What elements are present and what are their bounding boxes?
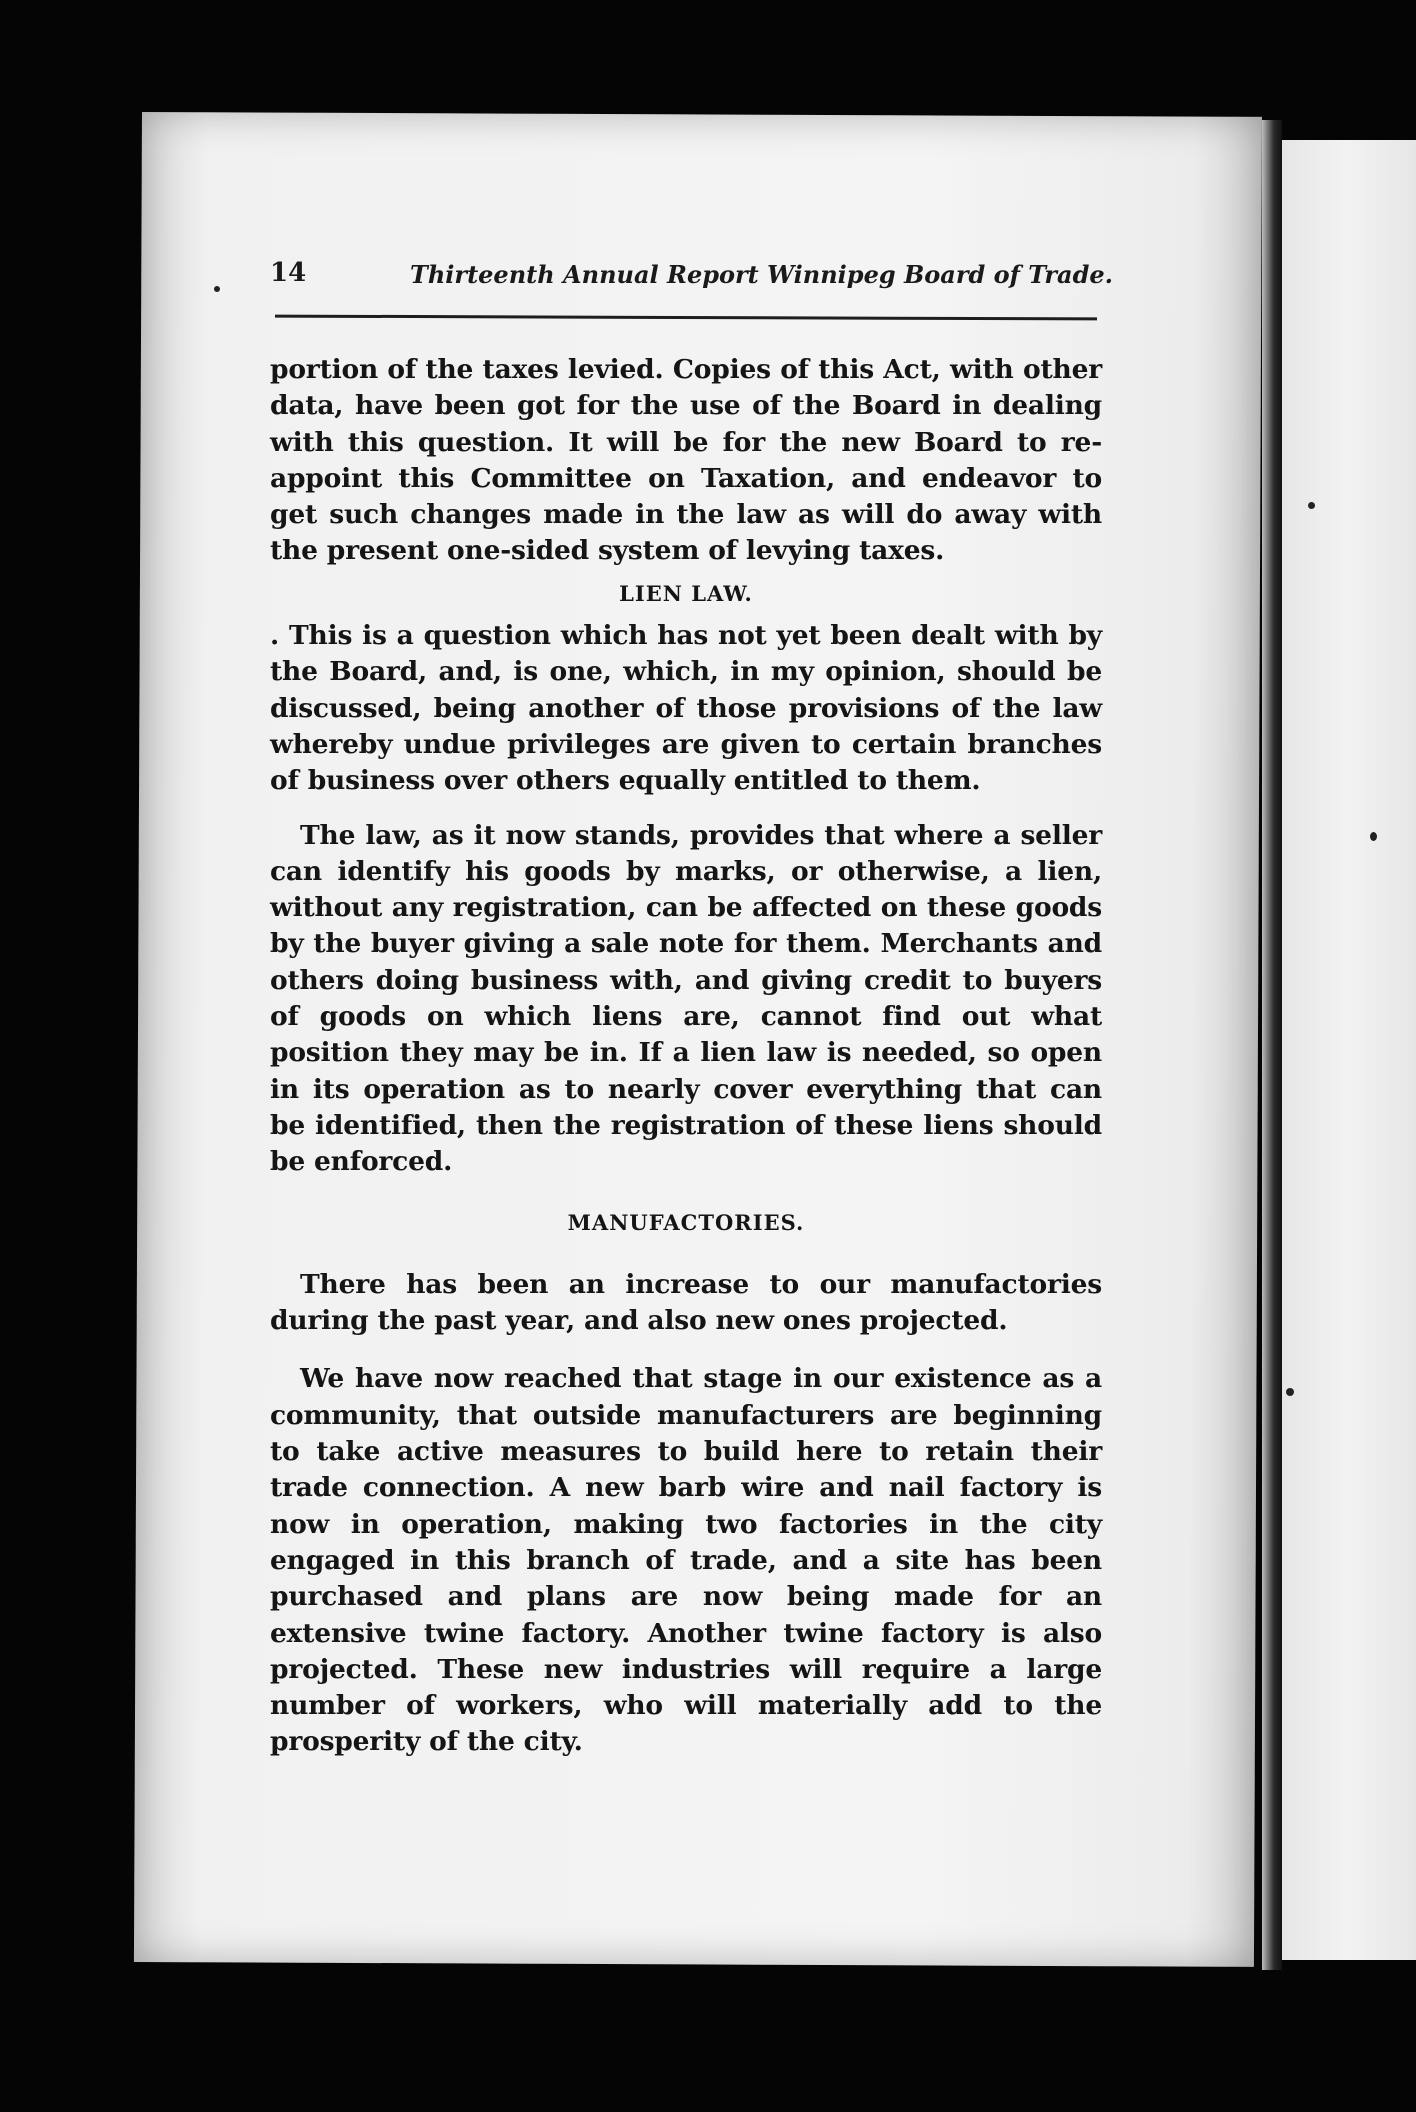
manufactories-paragraph-1: There has been an increase to our manufactories during the past year, and also new ones projected.: [270, 1268, 1102, 1337]
book-gutter: [1262, 120, 1282, 1970]
running-title: Thirteenth Annual Report Winnipeg Board of Trade.: [410, 260, 1113, 289]
right-page-edge: [1282, 140, 1416, 1960]
page-number: 14: [270, 258, 307, 288]
scan-speck: [1370, 832, 1377, 841]
lien-law-heading: LIEN LAW.: [619, 580, 753, 606]
paragraph-gap: [270, 800, 1102, 818]
body-text: [270, 352, 1102, 1761]
scan-speck: [1308, 502, 1315, 509]
scan-speck: [214, 286, 220, 292]
manufactories-paragraph-2: We have now reached that stage in our existence as a community, that outside manufacturers are beginning to take active measures to build here to retain their trade connection. A new barb wire and nail factory is now in operation, making two factories in the city engaged in this branch of trade, and a site has been purchased and plans are now being made for an extensive twine factory. Another twine factory is also projected. These new industries will require a large number of workers, who will materially add to the prosperity of the city.: [270, 1363, 1102, 1758]
manufactories-heading: MANUFACTORIES.: [567, 1209, 805, 1235]
paragraph-gap: [270, 1339, 1102, 1361]
lien-paragraph-2: The law, as it now stands, provides that where a seller can identify his goods by marks, or otherwise, a lien, without any registration, can be affected on these goods by the buyer giving a sale note for them. Merchants and others doing business with, and giving credit to buyers of goods on which liens are, cannot find out what position they may be in. If a lien law is needed, so open in its operation as to nearly cover everything that can be identified, then the registration of these liens should be enforced.: [270, 819, 1102, 1178]
page-header: [270, 258, 1113, 298]
lien-paragraph-1: . This is a question which has not yet been dealt with by the Board, and, is one, which, in my opinion, should be discussed, being another of those provisions of the law whereby undue privileges are given to certain branches of business over others equally entitled to them.: [270, 620, 1102, 797]
scan-speck: [1286, 1388, 1294, 1396]
intro-paragraph: portion of the taxes levied. Copies of this Act, with other data, have been got for the use of the Board in dealing with this question. It will be for the new Board to re-appoint this Committee on Taxation, and endeavor to get such changes made in the law as will do away with the present one-sided system of levying taxes.: [270, 354, 1102, 567]
